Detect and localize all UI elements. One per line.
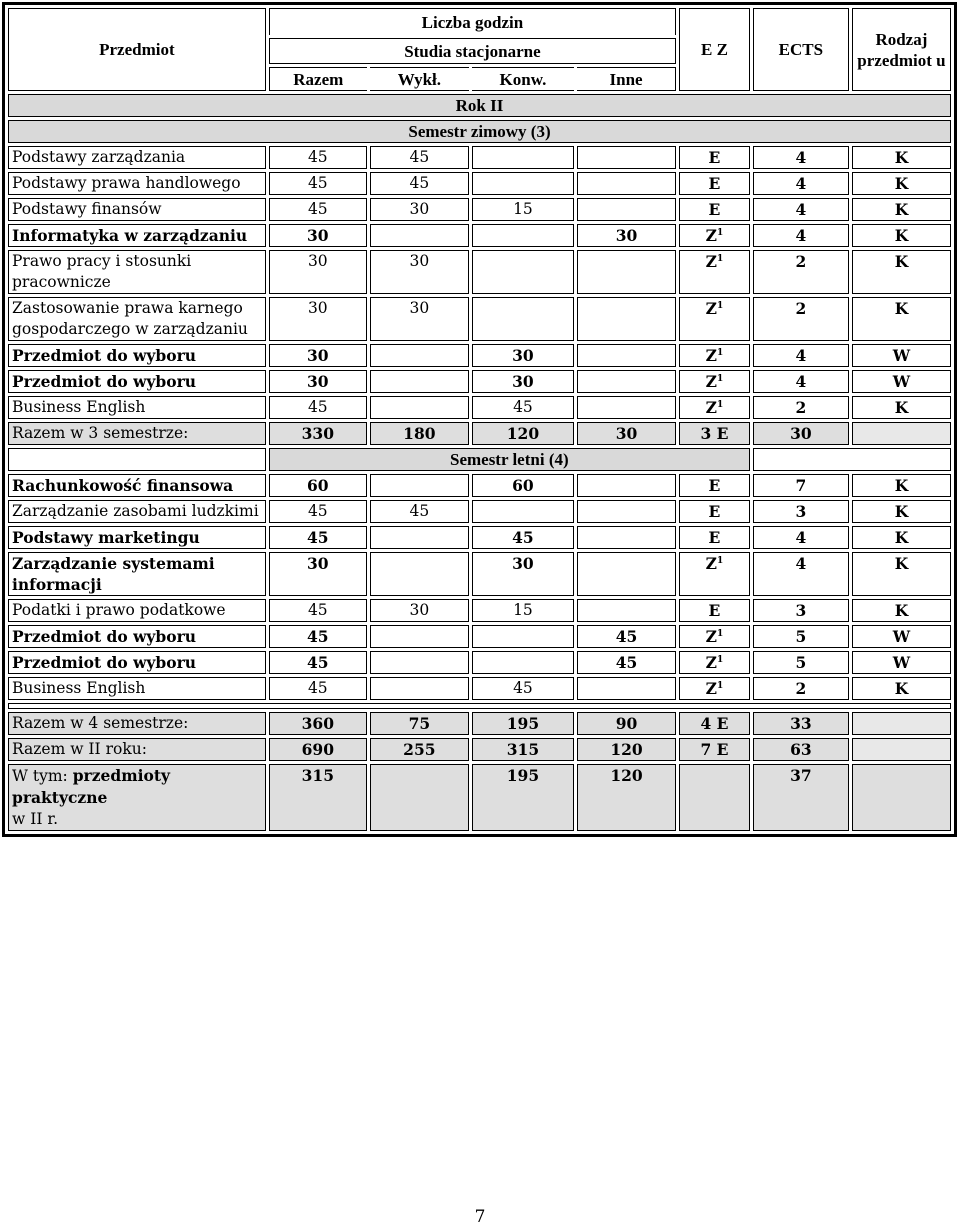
lecture-hours bbox=[370, 474, 469, 497]
lecture-hours: 75 bbox=[370, 712, 469, 735]
practical-subjects-row bbox=[8, 764, 951, 831]
table-row bbox=[8, 297, 951, 341]
other-hours bbox=[577, 500, 676, 523]
other-hours bbox=[577, 172, 676, 195]
exam-type-value: Z bbox=[705, 679, 717, 698]
total-hours: 30 bbox=[269, 250, 367, 294]
lecture-hours: 30 bbox=[370, 297, 469, 341]
exam-type: E bbox=[679, 474, 750, 497]
exam-type: E bbox=[679, 599, 750, 622]
ects-points: 5 bbox=[753, 625, 849, 648]
total-hours: 45 bbox=[269, 500, 367, 523]
lecture-hours bbox=[370, 396, 469, 419]
lecture-hours: 45 bbox=[370, 500, 469, 523]
total-hours: 30 bbox=[269, 370, 367, 393]
lecture-hours: 255 bbox=[370, 738, 469, 761]
subject-type: W bbox=[852, 370, 951, 393]
subject-type: W bbox=[852, 625, 951, 648]
classes-hours bbox=[472, 250, 574, 294]
exam-type bbox=[679, 677, 750, 700]
table-row bbox=[8, 146, 951, 169]
header-ects: ECTS bbox=[753, 8, 849, 91]
other-hours: 45 bbox=[577, 651, 676, 674]
classes-hours bbox=[472, 297, 574, 341]
total-hours: 45 bbox=[269, 677, 367, 700]
table-row bbox=[8, 370, 951, 393]
study-plan-table bbox=[2, 2, 957, 837]
subject-name: Przedmiot do wyboru bbox=[8, 625, 266, 648]
total-hours: 60 bbox=[269, 474, 367, 497]
other-hours bbox=[577, 250, 676, 294]
subject-type: K bbox=[852, 677, 951, 700]
practical-label: przedmioty praktyczne bbox=[12, 766, 171, 807]
other-hours bbox=[577, 344, 676, 367]
classes-hours: 30 bbox=[472, 552, 574, 596]
ects-points: 63 bbox=[753, 738, 849, 761]
other-hours: 45 bbox=[577, 625, 676, 648]
subject-type: K bbox=[852, 146, 951, 169]
other-hours: 120 bbox=[577, 738, 676, 761]
classes-hours: 30 bbox=[472, 344, 574, 367]
other-hours bbox=[577, 297, 676, 341]
table-row bbox=[8, 224, 951, 247]
lecture-hours bbox=[370, 764, 469, 831]
subject-name: Zarządzanie zasobami ludzkimi bbox=[8, 500, 266, 523]
table-row bbox=[8, 625, 951, 648]
ects-points: 4 bbox=[753, 198, 849, 221]
subject-name: Informatyka w zarządzaniu bbox=[8, 224, 266, 247]
classes-hours: 60 bbox=[472, 474, 574, 497]
subject-type: K bbox=[852, 526, 951, 549]
exam-type bbox=[679, 764, 750, 831]
exam-type: 4 E bbox=[679, 712, 750, 735]
total-hours: 45 bbox=[269, 146, 367, 169]
header-type: Rodzaj przedmiot u bbox=[852, 8, 951, 91]
subject-name: Przedmiot do wyboru bbox=[8, 344, 266, 367]
subject-type: K bbox=[852, 599, 951, 622]
classes-hours: 45 bbox=[472, 526, 574, 549]
ects-points: 33 bbox=[753, 712, 849, 735]
classes-hours: 195 bbox=[472, 712, 574, 735]
exam-type-value: Z bbox=[705, 627, 717, 646]
exam-type-value: Z bbox=[705, 252, 717, 271]
subject-name: Prawo pracy i stosunki pracownicze bbox=[8, 250, 266, 294]
header-lecture: Wykł. bbox=[370, 67, 469, 91]
footnote-marker: 1 bbox=[717, 253, 724, 264]
ects-points: 4 bbox=[753, 552, 849, 596]
lecture-hours: 30 bbox=[370, 198, 469, 221]
lecture-hours bbox=[370, 224, 469, 247]
total-hours: 30 bbox=[269, 552, 367, 596]
exam-type bbox=[679, 344, 750, 367]
subject-type: K bbox=[852, 552, 951, 596]
lecture-hours bbox=[370, 651, 469, 674]
other-hours bbox=[577, 526, 676, 549]
ects-points: 4 bbox=[753, 172, 849, 195]
footnote-marker: 1 bbox=[717, 628, 724, 639]
subject-name: Razem w 4 semestrze: bbox=[8, 712, 266, 735]
subject-name: Podatki i prawo podatkowe bbox=[8, 599, 266, 622]
total-hours: 45 bbox=[269, 599, 367, 622]
subject-name: Przedmiot do wyboru bbox=[8, 370, 266, 393]
exam-type: E bbox=[679, 172, 750, 195]
summary-row bbox=[8, 422, 951, 445]
other-hours: 30 bbox=[577, 224, 676, 247]
lecture-hours bbox=[370, 677, 469, 700]
ects-points: 4 bbox=[753, 344, 849, 367]
subject-type: K bbox=[852, 396, 951, 419]
footnote-marker: 1 bbox=[717, 654, 724, 665]
table-row bbox=[8, 599, 951, 622]
classes-hours: 195 bbox=[472, 764, 574, 831]
classes-hours bbox=[472, 500, 574, 523]
lecture-hours bbox=[370, 344, 469, 367]
table-row bbox=[8, 172, 951, 195]
ects-points: 4 bbox=[753, 370, 849, 393]
total-hours: 45 bbox=[269, 651, 367, 674]
lecture-hours bbox=[370, 526, 469, 549]
subject-type bbox=[852, 422, 951, 445]
other-hours: 30 bbox=[577, 422, 676, 445]
classes-hours: 315 bbox=[472, 738, 574, 761]
subject-name: Razem w II roku: bbox=[8, 738, 266, 761]
practical-subjects-name bbox=[8, 764, 266, 831]
other-hours: 120 bbox=[577, 764, 676, 831]
header-total: Razem bbox=[269, 67, 367, 91]
subject-name: Rachunkowość finansowa bbox=[8, 474, 266, 497]
ects-points: 2 bbox=[753, 297, 849, 341]
page-number: 7 bbox=[474, 1207, 486, 1227]
summary-row bbox=[8, 738, 951, 761]
exam-type bbox=[679, 250, 750, 294]
header-exam: E Z bbox=[679, 8, 750, 91]
footnote-marker: 1 bbox=[717, 347, 724, 358]
ects-points: 2 bbox=[753, 396, 849, 419]
footnote-marker: 1 bbox=[717, 300, 724, 311]
table-row bbox=[8, 198, 951, 221]
subject-type: W bbox=[852, 344, 951, 367]
lecture-hours bbox=[370, 370, 469, 393]
exam-type bbox=[679, 297, 750, 341]
other-hours bbox=[577, 474, 676, 497]
summary-row bbox=[8, 712, 951, 735]
subject-type: K bbox=[852, 250, 951, 294]
subject-name: Razem w 3 semestrze: bbox=[8, 422, 266, 445]
practical-prefix: W tym: bbox=[12, 767, 73, 785]
other-hours bbox=[577, 552, 676, 596]
classes-hours bbox=[472, 625, 574, 648]
total-hours: 45 bbox=[269, 625, 367, 648]
exam-type bbox=[679, 552, 750, 596]
ects-points: 4 bbox=[753, 146, 849, 169]
winter-semester-label: Semestr zimowy (3) bbox=[8, 120, 951, 143]
subject-type bbox=[852, 712, 951, 735]
header-subject: Przedmiot bbox=[8, 8, 266, 91]
subject-name: Business English bbox=[8, 396, 266, 419]
subject-type: K bbox=[852, 198, 951, 221]
subject-name: Zastosowanie prawa karnego gospodarczego w zarządzaniu bbox=[8, 297, 266, 341]
table-row bbox=[8, 500, 951, 523]
table-row bbox=[8, 651, 951, 674]
table-row bbox=[8, 344, 951, 367]
ects-points: 5 bbox=[753, 651, 849, 674]
subject-name: Podstawy zarządzania bbox=[8, 146, 266, 169]
lecture-hours bbox=[370, 552, 469, 596]
other-hours bbox=[577, 198, 676, 221]
exam-type-value: Z bbox=[705, 372, 717, 391]
subject-type: K bbox=[852, 474, 951, 497]
lecture-hours: 180 bbox=[370, 422, 469, 445]
summer-semester-label: Semestr letni (4) bbox=[269, 448, 750, 471]
footnote-marker: 1 bbox=[717, 555, 724, 566]
other-hours bbox=[577, 677, 676, 700]
header-hours-group: Liczba godzin bbox=[269, 8, 676, 35]
subject-type bbox=[852, 764, 951, 831]
classes-hours: 30 bbox=[472, 370, 574, 393]
exam-type: E bbox=[679, 500, 750, 523]
ects-points: 37 bbox=[753, 764, 849, 831]
other-hours: 90 bbox=[577, 712, 676, 735]
ects-points: 3 bbox=[753, 599, 849, 622]
subject-name: Business English bbox=[8, 677, 266, 700]
classes-hours bbox=[472, 651, 574, 674]
table-row bbox=[8, 250, 951, 294]
classes-hours bbox=[472, 146, 574, 169]
classes-hours: 15 bbox=[472, 198, 574, 221]
total-hours: 45 bbox=[269, 172, 367, 195]
other-hours bbox=[577, 146, 676, 169]
classes-hours: 45 bbox=[472, 677, 574, 700]
subject-type: K bbox=[852, 224, 951, 247]
footnote-marker: 1 bbox=[717, 373, 724, 384]
exam-type-value: Z bbox=[705, 226, 717, 245]
practical-suffix: w II r. bbox=[12, 810, 59, 828]
exam-type: E bbox=[679, 146, 750, 169]
table-row bbox=[8, 552, 951, 596]
lecture-hours: 30 bbox=[370, 599, 469, 622]
ects-points: 2 bbox=[753, 677, 849, 700]
total-hours: 315 bbox=[269, 764, 367, 831]
classes-hours bbox=[472, 172, 574, 195]
ects-points: 4 bbox=[753, 526, 849, 549]
exam-type bbox=[679, 224, 750, 247]
exam-type bbox=[679, 625, 750, 648]
total-hours: 30 bbox=[269, 224, 367, 247]
subject-name: Podstawy prawa handlowego bbox=[8, 172, 266, 195]
table-row bbox=[8, 396, 951, 419]
year-label: Rok II bbox=[8, 94, 951, 117]
exam-type-value: Z bbox=[705, 554, 717, 573]
ects-points: 4 bbox=[753, 224, 849, 247]
row-gap bbox=[8, 703, 951, 709]
other-hours bbox=[577, 370, 676, 393]
subject-name: Zarządzanie systemami informacji bbox=[8, 552, 266, 596]
classes-hours bbox=[472, 224, 574, 247]
ects-points: 30 bbox=[753, 422, 849, 445]
header-other: Inne bbox=[577, 67, 676, 91]
band-spacer bbox=[753, 448, 951, 471]
subject-type: K bbox=[852, 500, 951, 523]
classes-hours: 15 bbox=[472, 599, 574, 622]
header-classes: Konw. bbox=[472, 67, 574, 91]
total-hours: 30 bbox=[269, 344, 367, 367]
exam-type-value: Z bbox=[705, 299, 717, 318]
ects-points: 7 bbox=[753, 474, 849, 497]
header-study-mode: Studia stacjonarne bbox=[269, 38, 676, 64]
other-hours bbox=[577, 599, 676, 622]
exam-type-value: Z bbox=[705, 398, 717, 417]
subject-type: K bbox=[852, 297, 951, 341]
total-hours: 330 bbox=[269, 422, 367, 445]
table-row bbox=[8, 526, 951, 549]
subject-name: Podstawy finansów bbox=[8, 198, 266, 221]
classes-hours: 120 bbox=[472, 422, 574, 445]
band-spacer bbox=[8, 448, 266, 471]
exam-type bbox=[679, 370, 750, 393]
total-hours: 45 bbox=[269, 526, 367, 549]
lecture-hours: 30 bbox=[370, 250, 469, 294]
footnote-marker: 1 bbox=[717, 680, 724, 691]
exam-type: 3 E bbox=[679, 422, 750, 445]
exam-type-value: Z bbox=[705, 346, 717, 365]
other-hours bbox=[577, 396, 676, 419]
table-row bbox=[8, 474, 951, 497]
total-hours: 45 bbox=[269, 396, 367, 419]
exam-type bbox=[679, 651, 750, 674]
ects-points: 2 bbox=[753, 250, 849, 294]
lecture-hours: 45 bbox=[370, 172, 469, 195]
exam-type: 7 E bbox=[679, 738, 750, 761]
total-hours: 30 bbox=[269, 297, 367, 341]
ects-points: 3 bbox=[753, 500, 849, 523]
total-hours: 360 bbox=[269, 712, 367, 735]
subject-name: Podstawy marketingu bbox=[8, 526, 266, 549]
exam-type: E bbox=[679, 526, 750, 549]
table-row bbox=[8, 677, 951, 700]
footnote-marker: 1 bbox=[717, 399, 724, 410]
lecture-hours: 45 bbox=[370, 146, 469, 169]
total-hours: 690 bbox=[269, 738, 367, 761]
subject-name: Przedmiot do wyboru bbox=[8, 651, 266, 674]
total-hours: 45 bbox=[269, 198, 367, 221]
classes-hours: 45 bbox=[472, 396, 574, 419]
exam-type-value: Z bbox=[705, 653, 717, 672]
subject-type bbox=[852, 738, 951, 761]
footnote-marker: 1 bbox=[717, 227, 724, 238]
exam-type bbox=[679, 396, 750, 419]
exam-type: E bbox=[679, 198, 750, 221]
subject-type: K bbox=[852, 172, 951, 195]
subject-type: W bbox=[852, 651, 951, 674]
lecture-hours bbox=[370, 625, 469, 648]
